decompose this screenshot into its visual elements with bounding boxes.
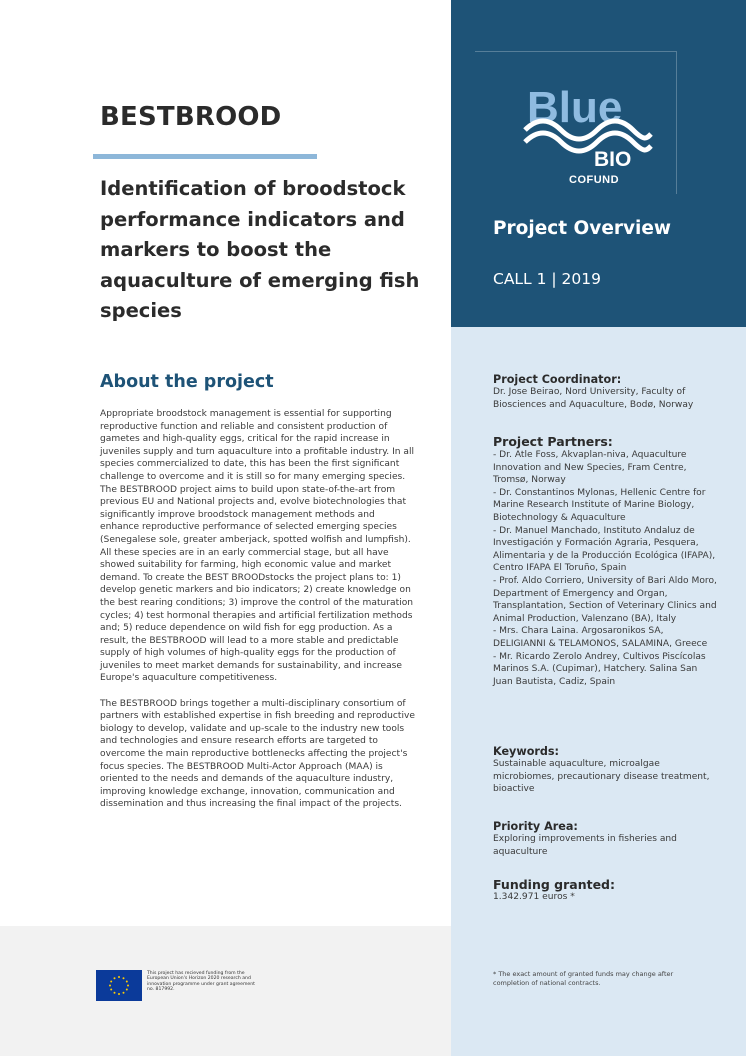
about-paragraph: The BESTBROOD brings together a multi-disciplinary consortium of partners with established expertise in fish breeding and reproductive biology to develop, validate and up-scale to the industry new tools and technologies and ensure research efforts are targeted to overcome the main reproductive bottlenecks affecting the project's focus species. The BESTBROOD Multi-Actor Approach (MAA) is oriented to the needs and demands of the aquaculture industry, improving knowledge exchange, innovation, communication and dissemination and thus increasing the final impact of the projects.	[100, 698, 415, 810]
coordinator-label: Project Coordinator:	[493, 373, 622, 386]
funding-label: Funding granted:	[493, 877, 615, 892]
logo-word-blue: Blue	[527, 83, 623, 132]
logo-word-cofund: COFUND	[569, 174, 620, 186]
title-divider	[93, 154, 317, 159]
partner-item: - Mr. Ricardo Zerolo Andrey, Cultivos Piscícolas Marinos S.A. (Cupimar), Hatchery. Salina San Juan Bautista, Cadiz, Spain	[493, 651, 706, 687]
partner-item: - Dr. Manuel Manchado, Instituto Andaluz de Investigación y Formación Agraria, Pesquera, Alimentaria y de la Producción Ecológica (IFAPA), Centro IFAPA El Toruño, Spain	[493, 525, 716, 574]
funding-section	[493, 878, 718, 904]
partner-item: - Prof. Aldo Corriero, University of Bari Aldo Moro, Department of Emergency and Organ, Transplantation, Section of Veterinary Clinics and Animal Production, Valenzano (BA), Italy	[493, 575, 717, 624]
bluebio-cofund-logo	[523, 80, 653, 186]
coordinator-text: Dr. Jose Beirao, Nord University, Faculty of Biosciences and Aquaculture, Bodø, Norway	[493, 387, 694, 410]
coordinator-section	[493, 373, 718, 411]
keywords-label: Keywords:	[493, 745, 560, 758]
about-body	[100, 408, 416, 824]
partner-item: - Dr. Atle Foss, Akvaplan-niva, Aquaculture Innovation and New Species, Fram Centre, Tromsø, Norway	[493, 450, 687, 486]
eu-flag-icon	[96, 970, 142, 1001]
partners-section	[493, 435, 718, 688]
priority-section	[493, 820, 718, 858]
logo-word-bio: BIO	[594, 148, 632, 171]
funding-amount: 1.342.971 euros *	[493, 892, 575, 902]
priority-label: Priority Area:	[493, 820, 578, 833]
about-paragraph: Appropriate broodstock management is essential for supporting reproductive function and reliable and consistent production of gametes and high-quality eggs, critical for the rapid increase in juveniles supply and turn aquaculture into a profitable industry. In all species commercialized to date, this has been the first significant challenge to overcome and it is still so for many emerging species. The BESTBROOD project aims to build upon state-of-the-art from previous EU and National projects and, evolve biotechnologies that significantly improve broodstock management methods and enhance reproductive performance of selected emerging species (Senegalese sole, greater amberjack, spotted wolfish and lumpfish). All these species are in an early commercial stage, but all have showed suitability for farming, high economic value and market demand. To create the BEST BROODstocks the project plans to: 1) develop genetic markers and bio indicators; 2) create knowledge on the best rearing conditions; 3) improve the control of the maturation cycles; 4) test hormonal therapies and artificial fertilization methods and; 5) reduce dependence on wild fish for egg production. As a result, the BESTBROOD will lead to a more stable and predictable supply of high volumes of high-quality eggs for the production of juveniles to meet market demands for sustainability, and increase Europe's aquaculture competitiveness.	[100, 409, 415, 684]
keywords-section	[493, 745, 718, 796]
about-heading: About the project	[100, 372, 274, 392]
partners-label: Project Partners:	[493, 434, 613, 449]
call-label: CALL 1 | 2019	[493, 270, 602, 288]
keywords-text: Sustainable aquaculture, microalgae microbiomes, precautionary disease treatment, bioactive	[493, 759, 710, 795]
eu-funding-notice: This project has recieved funding from the European Union's Horizon 2020 research and innovation programme under grant agreement no. 817992.	[147, 971, 255, 993]
project-subtitle: Identification of broodstock performance indicators and markers to boost the aquaculture of emerging fish species	[100, 177, 420, 322]
partner-item: - Mrs. Chara Laina. Argosaronikos SA, DELIGIANNI & TELAMONOS, SALAMINA, Greece	[493, 626, 708, 649]
partner-item: - Dr. Constantinos Mylonas, Hellenic Centre for Marine Research Institute of Marine Biology, Biotechnology & Aquaculture	[493, 487, 706, 523]
overview-title: Project Overview	[493, 218, 672, 239]
project-title: BESTBROOD	[100, 102, 282, 132]
priority-text: Exploring improvements in fisheries and aquaculture	[493, 834, 677, 857]
funding-footnote: * The exact amount of granted funds may change after completion of national contracts.	[493, 970, 674, 987]
